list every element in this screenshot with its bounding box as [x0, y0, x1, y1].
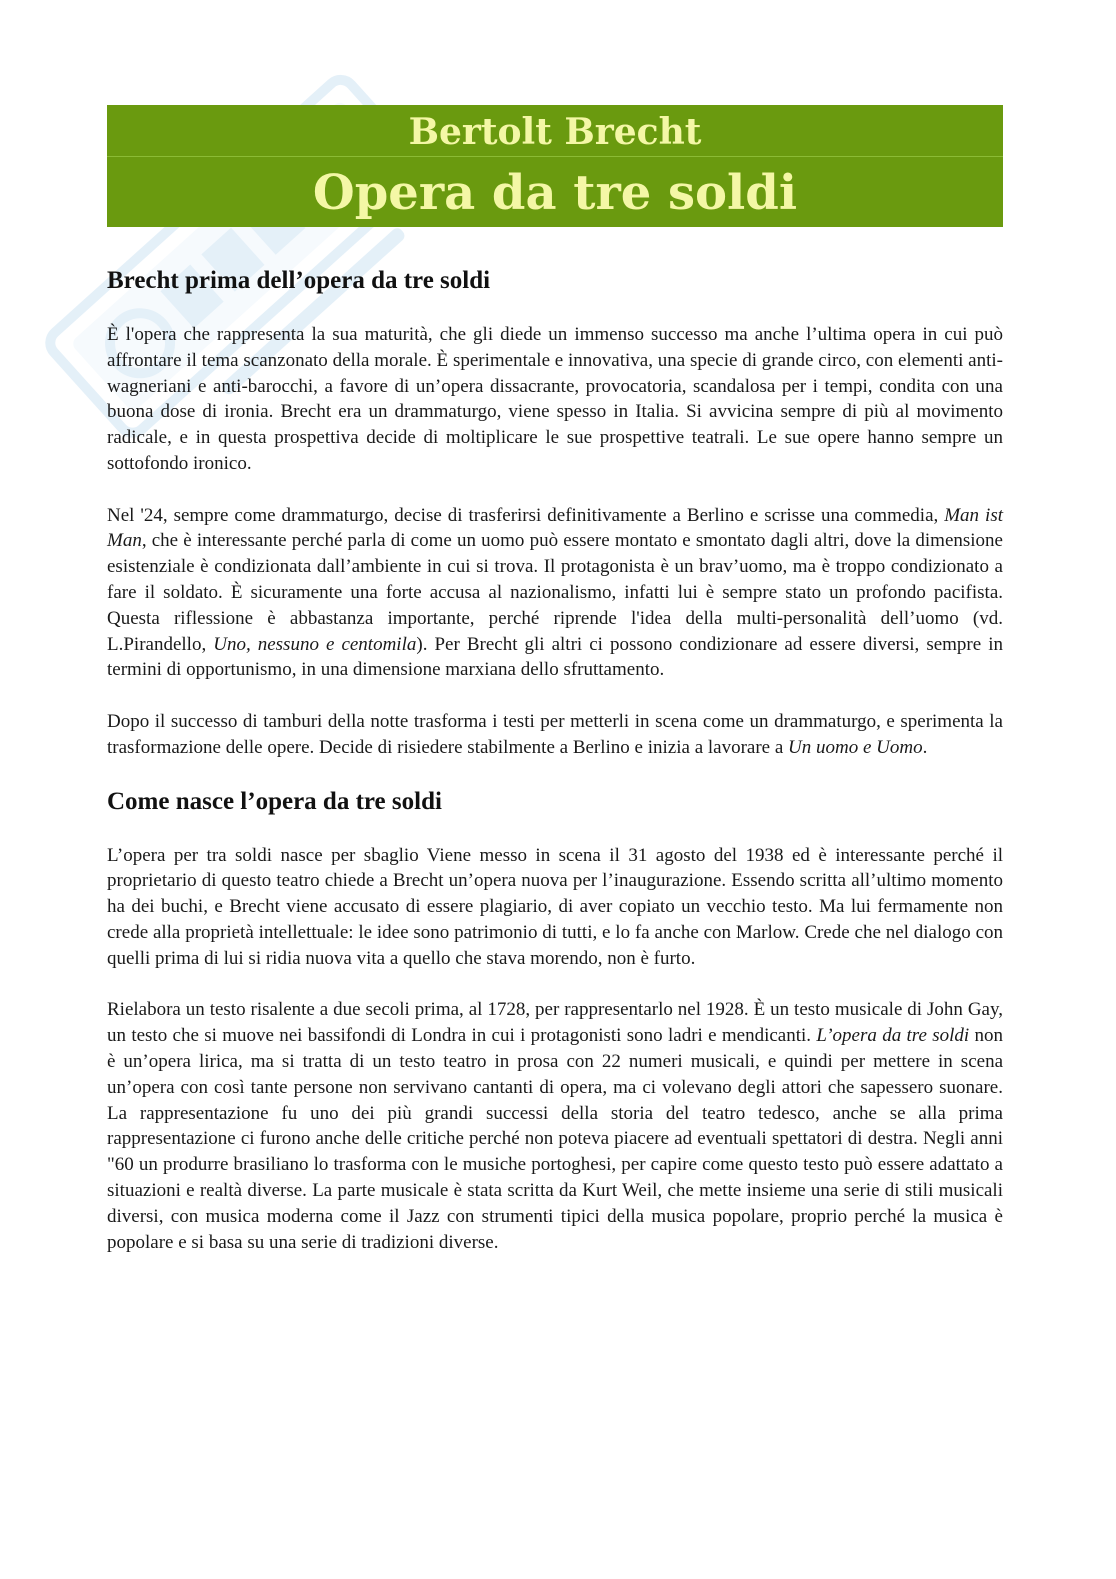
document-page [107, 105, 1003, 1255]
work-title-opera-tre-soldi: L’opera da tre soldi [816, 1025, 970, 1047]
work-title-uno-nessuno: Uno, nessuno e centomila [213, 633, 417, 655]
paragraph-1: È l'opera che rappresenta la sua maturità, che gli diede un immenso successo ma anche l’ultima opera in cui può affrontare il tema scanzonato della morale. È sperimentale e innovativa, una specie di grande circo, con elementi anti-wagneriani e anti-barocchi, a favore di un’opera dissacrante, provocatoria, scandalosa per i tempi, condita con una buona dose di ironia. Brecht era un drammaturgo, viene spesso in Italia. Si avvicina sempre di più al movimento radicale, e in questa prospettiva decide di moltiplicare le sue prospettive teatrali. Le sue opere hanno sempre un sottofondo ironico. [107, 324, 1003, 474]
author-name: Bertolt Brecht [408, 111, 702, 153]
title-banner [107, 105, 1003, 227]
paragraph-4: L’opera per tra soldi nasce per sbaglio Viene messo in scena il 31 agosto del 1938 ed è interessante perché il proprietario di questo teatro chiede a Brecht un’opera nuova per l’inaugurazione. Essendo scritta all’ultimo momento ha dei buchi, e Brecht viene accusato di essere plagiario, di aver copiato un vecchio testo. Ma lui fermamente non crede alla proprietà intellettuale: le idee sono patrimonio di tutti, e lo fa anche con Marlow. Crede che nel dialogo con quelli prima di lui si ridia nuova vita a quello che stava morendo, non è furto. [107, 844, 1003, 969]
work-title-un-uomo: Un uomo e Uomo [788, 736, 923, 758]
paragraph-2-text-c: ). Per Brecht gli altri ci possono condizionare ad essere diversi, sempre in termini di opportunismo, in una dimensione marxiana dello sfruttamento. [107, 633, 1003, 681]
paragraph-5-text-a: Rielabora un testo risalente a due secoli prima, al 1728, per rappresentarlo nel 1928. È un testo musicale di John Gay, un testo che si muove nei bassifondi di Londra in cui i protagonisti sono ladri e mendicanti. [107, 999, 1003, 1047]
paragraph-5-text-b: non è un’opera lirica, ma si tratta di un testo teatro in prosa con 22 numeri musicali, e quindi per mettere in scena un’opera con così tante persone non servivano cantanti di opera, ma ci volevano degli attori che sapessero suonare. La rappresentazione fu uno dei più grandi successi della storia del teatro tedesco, anche se alla prima rappresentazione ci furono anche delle critiche perché non poteva piacere ad eventuali spettatori di destra. Negli anni "60 un produrre brasiliano lo trasforma con le musiche portoghesi, per capire come questo testo può essere adattato a situazioni e realtà diverse. La parte musicale è stata scritta da Kurt Weil, che mette insieme una serie di stili musicali diversi, con musica moderna come il Jazz con strumenti tipici della musica popolare, proprio perché la musica è popolare e si basa su una serie di tradizioni diverse. [107, 1025, 1004, 1253]
work-title: Opera da tre soldi [312, 165, 798, 221]
paragraph-3-text-a: Dopo il successo di tamburi della notte trasforma i testi per metterli in scena come un drammaturgo, e sperimenta la trasformazione delle opere. Decide di risiedere stabilmente a Berlino e inizia a lavorare a [107, 710, 1003, 758]
paragraph-2-text-b: , che è interessante perché parla di come un uomo può essere montato e smontato dagli altri, dove la dimensione esistenziale è condizionata dall’ambiente in cui si trova. Il protagonista è un brav’uomo, ma è troppo condizionato a fare il soldato. È sicuramente una forte accusa al nazionalismo, infatti lui è sempre stato un profondo pacifista. Questa riflessione è abbastanza importante, perché riprende l'idea della multi-personalità dell’uomo (vd. L.Pirandello, [107, 530, 1003, 655]
work-title-man-ist-man: Man ist Man [107, 504, 1003, 552]
section-heading-origin: Come nasce l’opera da tre soldi [107, 787, 442, 815]
banner-divider [107, 156, 1003, 157]
section-heading-brecht-before: Brecht prima dell’opera da tre soldi [107, 267, 491, 294]
paragraph-5 [107, 997, 1003, 1255]
paragraph-2 [107, 503, 1003, 684]
paragraph-3-text-b: . [922, 736, 928, 758]
paragraph-2-text-a: Nel '24, sempre come drammaturgo, decise di trasferirsi definitivamente a Berlino e scrisse una commedia, [107, 504, 945, 526]
paragraph-3 [107, 709, 1003, 761]
